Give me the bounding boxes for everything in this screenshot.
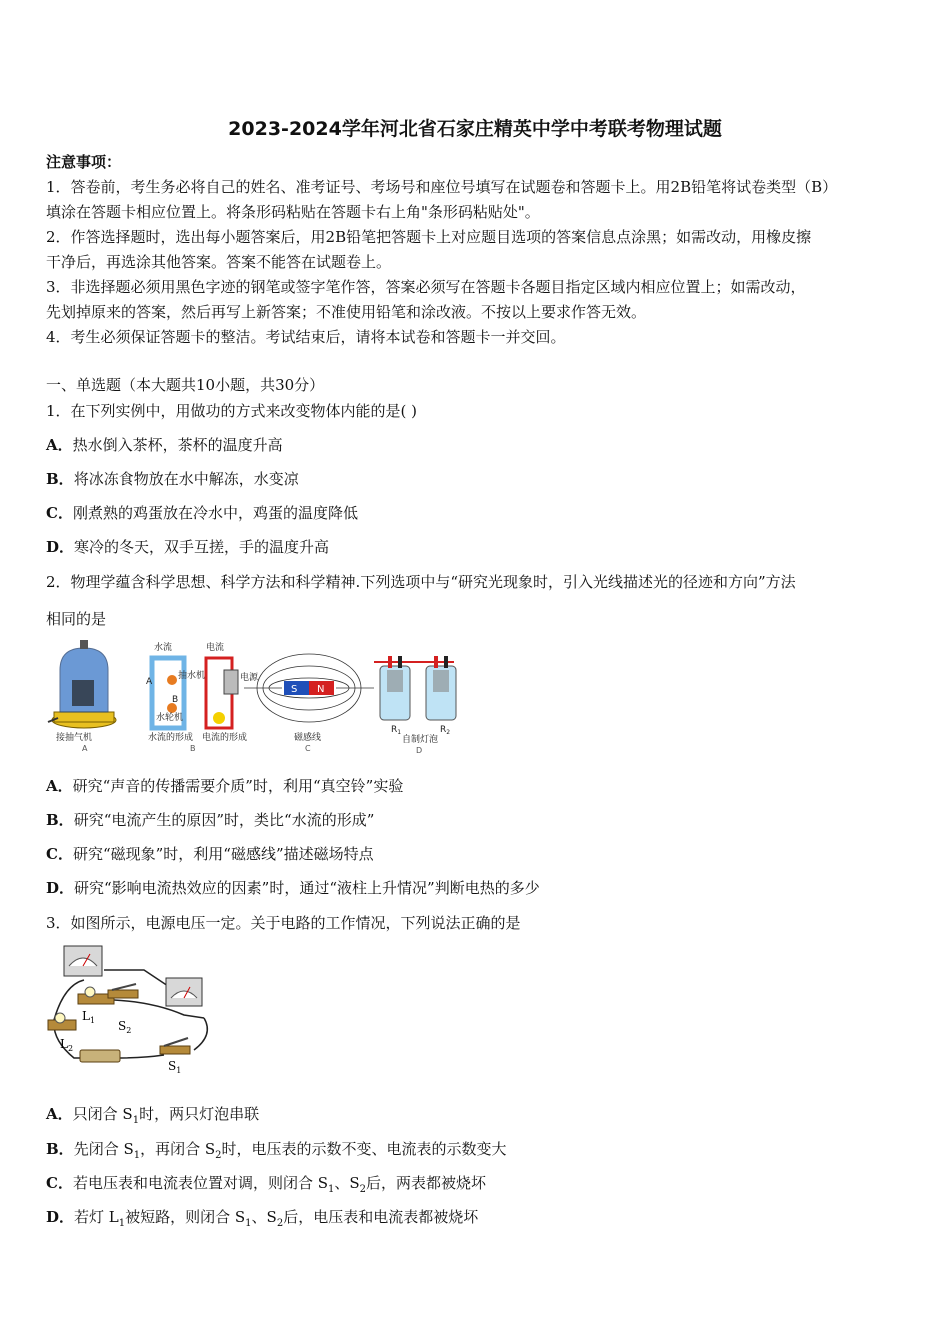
lamp-l1-bulb [85,987,95,997]
q3-circuit-figure [44,940,219,1075]
bell-jar-illustration [48,640,116,728]
q2-stem-line2: 相同的是 [46,610,107,628]
page-title: 2023-2024学年河北省石家庄精英中学中考联考物理试题 [228,118,722,140]
lamp-l2-bulb [55,1013,65,1023]
ammeter [166,978,202,1006]
fig-a-caption: 接抽气机 [56,733,93,743]
fig-b-point-a: A [146,677,153,687]
label-l2: $L_2$ [60,1037,74,1053]
fig-c-n: N [317,684,325,695]
q3-stem: 3．如图所示，电源电压一定。关于电路的工作情况，下列说法正确的是 [46,914,521,932]
q2-figure [44,636,464,756]
q2-option-b: B．研究“电流产生的原因”时，类比“水流的形成” [46,811,375,829]
fig-d-letter: D [416,746,423,755]
fig-b-caption-right: 电流的形成 [202,733,248,743]
notice-line: 4．考生必须保证答题卡的整洁。考试结束后，请将本试卷和答题卡一并交回。 [46,328,566,346]
fig-b-current-label: 电流 [206,643,225,653]
section-heading: 一、单选题（本大题共10小题，共30分） [46,376,325,394]
voltmeter [64,946,102,976]
q2-stem-line1: 2．物理学蕴含科学思想、科学方法和科学精神.下列选项中与“研究光现象时，引入光线描述光的径迹和方向”方法 [46,573,796,591]
fig-b-point-b: B [172,695,179,705]
label-s1: $S_1$ [168,1059,182,1075]
magnetic-field-lines-illustration [244,654,374,722]
fig-b-pump: 抽水机 [178,671,206,681]
fig-b-water-label: 水流 [154,643,173,653]
label-l1: $L_1$ [82,1009,96,1025]
q1-option-a: A．热水倒入茶杯，茶杯的温度升高 [46,436,283,454]
notice-line: 干净后，再选涂其他答案。答案不能答在试题卷上。 [46,253,392,271]
notice-line: 2．作答选择题时，选出每小题答案后，用2B铅笔把答题卡上对应题目选项的答案信息点涂黑；如需改动，用橡皮擦 [46,228,812,246]
battery [80,1050,120,1062]
fig-a-letter: A [82,744,88,753]
fig-b-letter: B [190,744,196,753]
homemade-bulbs-illustration [374,656,456,736]
q1-option-b: B．将冰冻食物放在水中解冻，水变凉 [46,470,299,488]
water-current-analogy-illustration [146,641,259,728]
q1-option-c: C．刚煮熟的鸡蛋放在冷水中，鸡蛋的温度降低 [46,504,358,522]
fig-b-turbine: 水轮机 [156,713,184,723]
q3-option-b: B．先闭合 $S_1$，再闭合 $S_2$时，电压表的示数不变、电流表的示数变大 [46,1140,507,1161]
fig-b-source: 电源 [240,673,259,683]
q3-option-a: A．只闭合 $S_1$时，两只灯泡串联 [46,1105,260,1126]
fig-c-s: S [291,684,298,695]
label-s2: $S_2$ [118,1019,132,1035]
fig-c-caption: 磁感线 [294,733,322,743]
notice-line: 1．答卷前，考生务必将自己的姓名、准考证号、考场号和座位号填写在试题卷和答题卡上。用2B铅笔将试卷类型（B） [46,178,838,196]
q2-option-d: D．研究“影响电流热效应的因素”时，通过“液柱上升情况”判断电热的多少 [46,879,540,897]
notice-line: 3．非选择题必须用黑色字迹的钢笔或签字笔作答，答案必须写在答题卡各题目指定区域内相应位置上；如需改动， [46,278,806,296]
fig-d-r2: $R_2$ [440,725,451,736]
fig-c-letter: C [305,744,311,753]
notice-line: 先划掉原来的答案，然后再写上新答案；不准使用铅笔和涂改液。不按以上要求作答无效。 [46,303,647,321]
fig-d-caption: 自制灯泡 [402,735,439,745]
q3-option-d: D．若灯 $L_1$被短路，则闭合 $S_1$、$S_2$后，电压表和电流表都被烧坏 [46,1208,479,1229]
q1-stem: 1．在下列实例中，用做功的方式来改变物体内能的是( ) [46,402,418,420]
notice-line: 填涂在答题卡相应位置上。将条形码粘贴在答题卡右上角"条形码粘贴处"。 [46,203,540,221]
switch-s2 [108,990,138,998]
q1-option-d: D．寒冷的冬天，双手互搓，手的温度升高 [46,538,330,556]
notice-heading: 注意事项： [46,153,122,171]
fig-d-r1: $R_1$ [391,725,402,736]
q2-option-a: A．研究“声音的传播需要介质”时，利用“真空铃”实验 [46,777,404,795]
q3-option-c: C．若电压表和电流表位置对调，则闭合 $S_1$、$S_2$后，两表都被烧坏 [46,1174,487,1195]
fig-b-caption-left: 水流的形成 [148,733,194,743]
q2-option-c: C．研究“磁现象”时，利用“磁感线”描述磁场特点 [46,845,374,863]
switch-s1 [160,1046,190,1054]
